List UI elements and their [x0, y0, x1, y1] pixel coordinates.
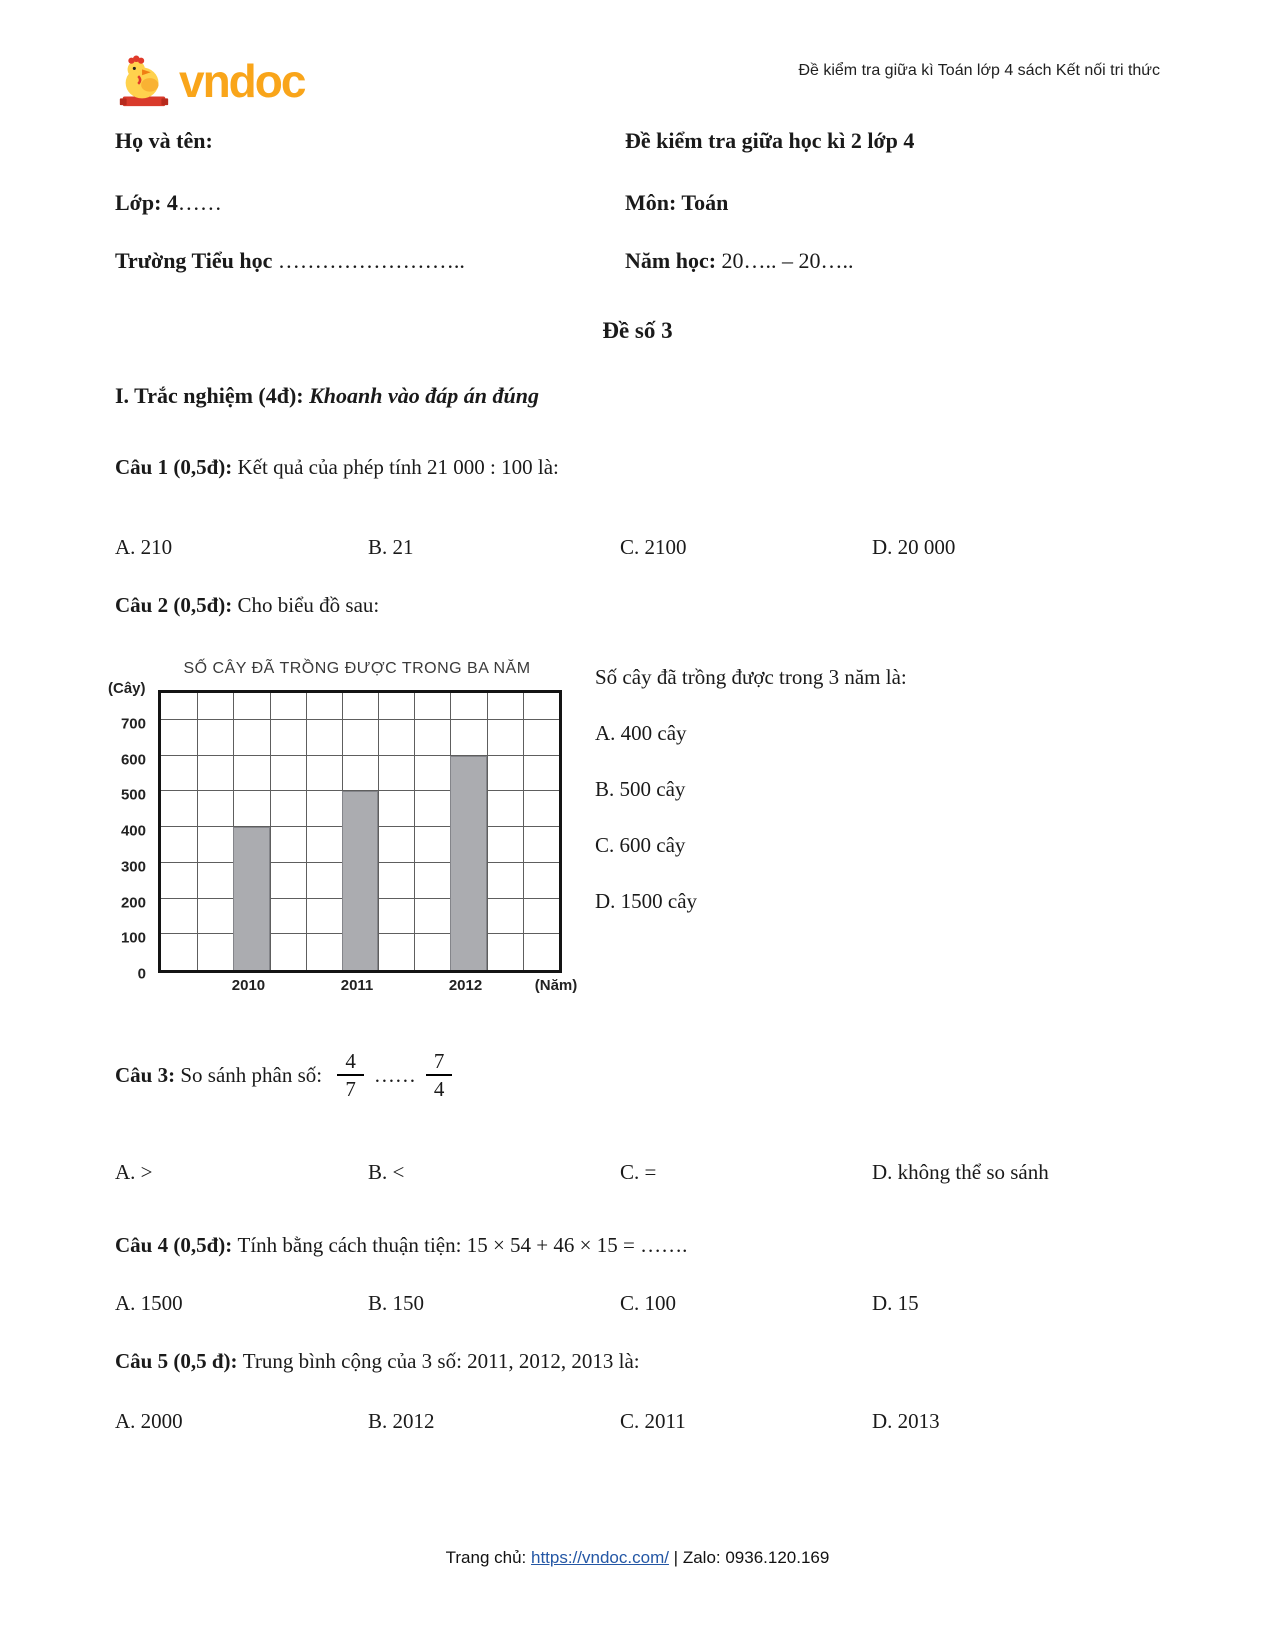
page-footer [0, 1548, 1275, 1568]
question-1-text: Kết quả của phép tính 21 000 : 100 là: [237, 455, 559, 479]
question-2-text: Cho biểu đồ sau: [237, 593, 380, 617]
chart-x-labels [158, 973, 578, 997]
q5-option-b: B. 2012 [368, 1409, 435, 1433]
x-tick-2011: 2011 [340, 977, 374, 994]
question-4-text: Tính bằng cách thuận tiện: 15 × 54 + 46 × 15 = ……. [237, 1233, 688, 1257]
q1-option-b: B. 21 [368, 535, 414, 559]
logo-wordmark: vndoc [179, 55, 305, 107]
footer-zalo: Zalo: 0936.120.169 [682, 1548, 830, 1567]
q3-option-d: D. không thể so sánh [872, 1160, 1049, 1184]
q5-option-d: D. 2013 [872, 1409, 940, 1433]
fraction-denominator: 7 [345, 1077, 356, 1102]
comparison-blank: …… [373, 1062, 416, 1087]
q4-option-c: C. 100 [620, 1291, 677, 1315]
homepage-link[interactable]: https://vndoc.com/ [531, 1548, 669, 1567]
question-3-text: So sánh phân số: [180, 1062, 328, 1087]
y-tick-100: 100 [120, 929, 146, 947]
year-blank: 20….. – 20….. [716, 248, 854, 273]
bar-2011 [342, 791, 378, 970]
y-tick-0: 0 [137, 965, 146, 983]
q4-option-a: A. 1500 [115, 1291, 183, 1315]
q2-option-a: A. 400 cây [595, 721, 687, 745]
y-unit-label: (Cây) [108, 680, 146, 697]
x-tick-2012: 2012 [448, 977, 483, 994]
question-1-options [115, 535, 1185, 560]
fraction-7-4 [426, 1050, 453, 1100]
chart-title: SỐ CÂY ĐÃ TRỒNG ĐƯỢC TRONG BA NĂM [183, 660, 531, 677]
q2-option-c: C. 600 cây [595, 833, 686, 857]
fraction-4-7 [337, 1050, 364, 1100]
brand-bar [115, 52, 1160, 110]
vndoc-logo [115, 52, 304, 110]
class-line [115, 190, 222, 216]
q3-option-b: B. < [368, 1160, 405, 1184]
y-tick-200: 200 [120, 894, 146, 912]
q2-option-b: B. 500 cây [595, 777, 686, 801]
class-blank: …… [177, 190, 222, 215]
q3-option-c: C. = [620, 1160, 657, 1184]
q2-side-question: Số cây đã trồng được trong 3 năm là: [595, 665, 907, 689]
chart-y-ticks [108, 697, 148, 983]
question-4-label: Câu 4 (0,5đ): [115, 1233, 238, 1257]
y-tick-300: 300 [120, 858, 146, 876]
y-tick-600: 600 [120, 751, 146, 769]
school-line [115, 248, 465, 274]
q4-option-b: B. 150 [368, 1291, 425, 1315]
question-1 [115, 455, 1185, 480]
question-1-label: Câu 1 (0,5đ): [115, 455, 238, 479]
school-label: Trường Tiểu học [115, 248, 273, 273]
subject-line: Môn: Toán [625, 190, 729, 215]
section-instruction: Khoanh vào đáp án đúng [309, 383, 539, 408]
y-tick-500: 500 [120, 786, 146, 804]
question-2-side-panel [595, 665, 1165, 914]
question-4-options [115, 1291, 1185, 1316]
question-5-label: Câu 5 (0,5 đ): [115, 1349, 243, 1373]
x-tick-2010: 2010 [231, 977, 266, 994]
q5-option-c: C. 2011 [620, 1409, 686, 1433]
question-3-options [115, 1160, 1185, 1185]
q1-option-c: C. 2100 [620, 535, 687, 559]
question-4 [115, 1233, 1185, 1258]
exam-number-title: Đề số 3 [602, 318, 673, 343]
q3-option-a: A. > [115, 1160, 153, 1184]
document-tagline: Đề kiểm tra giữa kì Toán lớp 4 sách Kết nối tri thức [798, 62, 1160, 79]
q5-option-a: A. 2000 [115, 1409, 183, 1433]
x-unit-label: (Năm) [534, 977, 578, 994]
question-5-text: Trung bình cộng của 3 số: 2011, 2012, 2013 là: [242, 1349, 640, 1373]
q2-option-d: D. 1500 cây [595, 889, 698, 913]
chart-plot [158, 690, 562, 973]
chicken-mascot-icon [115, 52, 173, 110]
year-line [625, 248, 854, 274]
fraction-numerator: 7 [426, 1050, 453, 1076]
year-label: Năm học: [625, 248, 717, 273]
section-heading [115, 383, 539, 409]
bar-chart [108, 660, 578, 997]
fraction-denominator: 4 [433, 1077, 445, 1102]
bar-2010 [233, 827, 269, 970]
footer-separator: | [668, 1548, 683, 1567]
q4-option-d: D. 15 [872, 1291, 919, 1315]
question-2-label: Câu 2 (0,5đ): [115, 593, 238, 617]
question-3-label: Câu 3: [115, 1062, 181, 1087]
question-5-options [115, 1409, 1185, 1434]
y-tick-700: 700 [120, 715, 146, 733]
class-label: Lớp: 4 [115, 190, 178, 215]
q1-option-a: A. 210 [115, 535, 173, 559]
school-blank: …………………….. [272, 248, 465, 273]
q1-option-d: D. 20 000 [872, 535, 956, 559]
question-2 [115, 593, 1185, 618]
fraction-numerator: 4 [337, 1050, 364, 1076]
footer-prefix: Trang chủ: [445, 1548, 531, 1567]
section-label: I. Trắc nghiệm (4đ): [115, 383, 310, 408]
exam-title-line: Đề kiểm tra giữa học kì 2 lớp 4 [625, 128, 915, 153]
bar-2012 [450, 756, 486, 970]
y-tick-400: 400 [120, 822, 146, 840]
question-3 [115, 1049, 1185, 1102]
question-5 [115, 1349, 1185, 1374]
name-label: Họ và tên: [115, 128, 213, 153]
